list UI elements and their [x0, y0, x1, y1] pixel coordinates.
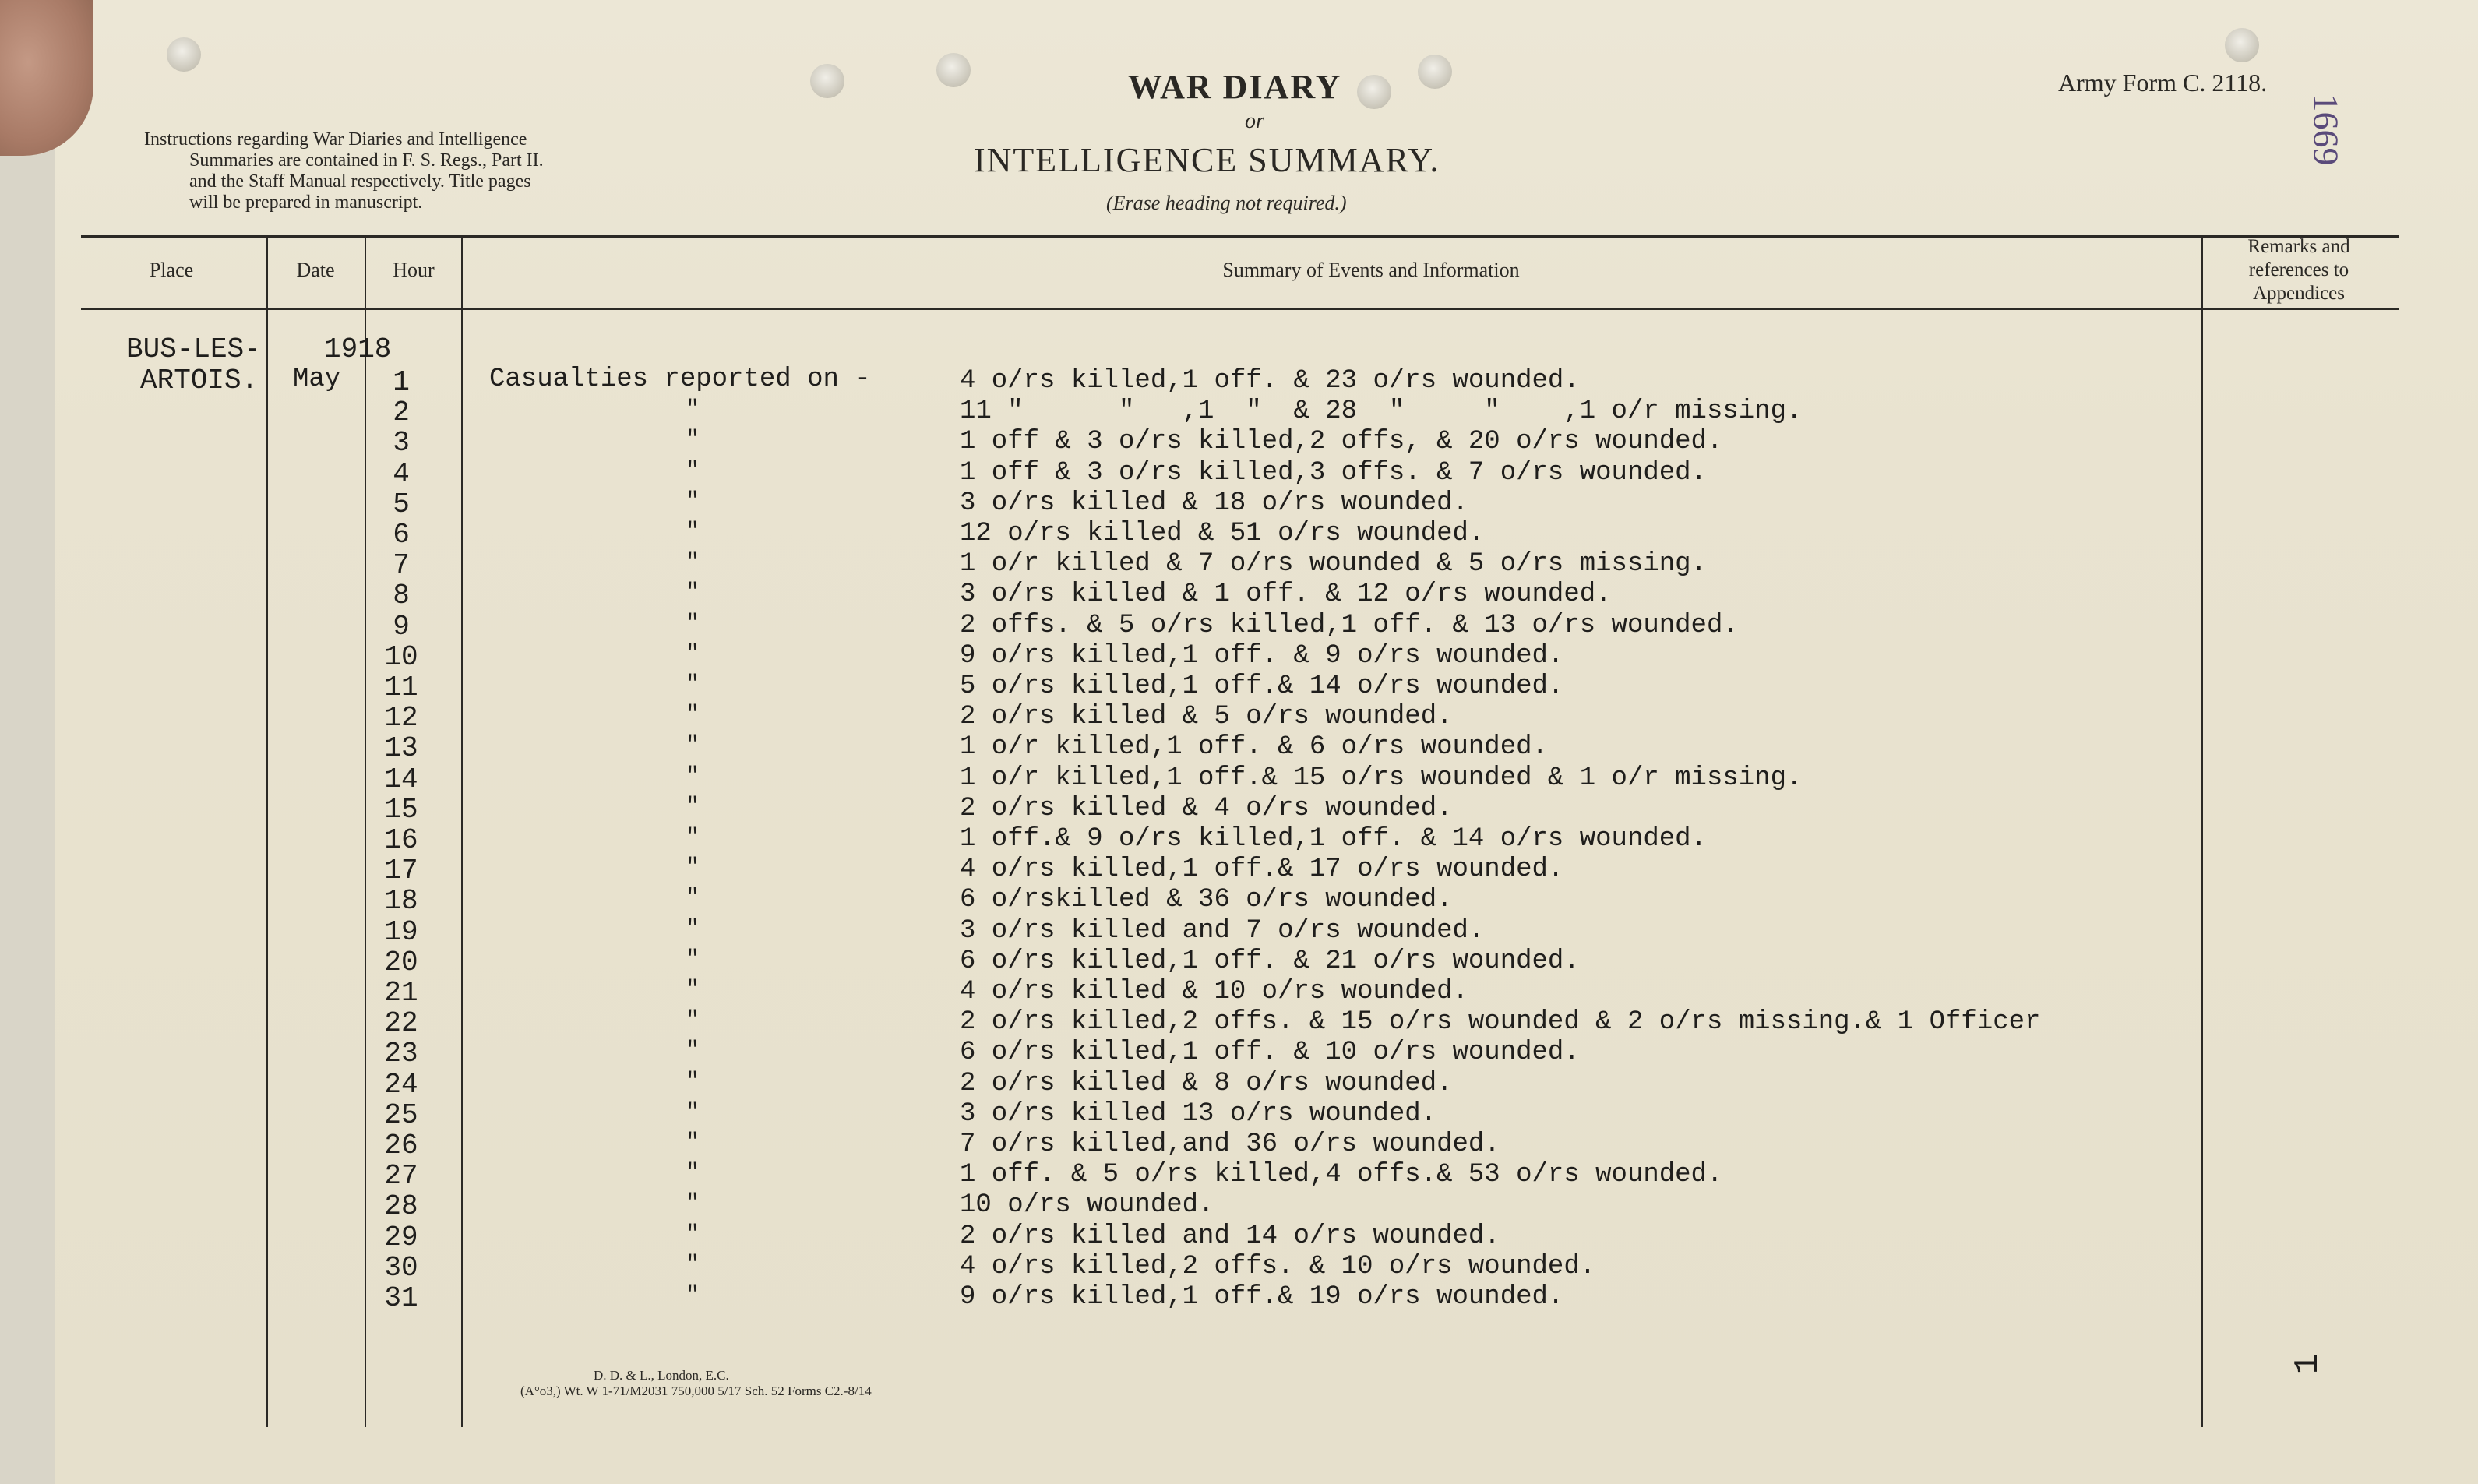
- page-subtitle: INTELLIGENCE SUMMARY.: [974, 141, 1440, 179]
- row-day: 20: [384, 946, 418, 978]
- column-header-remarks: [2209, 235, 2388, 305]
- punch-hole: [936, 53, 971, 87]
- header-bottom-rule: [81, 308, 2399, 310]
- table-row: [0, 427, 2337, 460]
- row-day: 18: [384, 885, 418, 918]
- row-day: 29: [384, 1221, 418, 1253]
- ditto-mark: ": [686, 793, 700, 820]
- form-reference: (A°o3,) Wt. W 1-71/M2031 750,000 5/17 Sch. 52 Forms C2.-8/14: [520, 1384, 872, 1398]
- table-row: [0, 488, 2337, 518]
- row-summary: 4 o/rs killed,2 offs. & 10 o/rs wounded.: [960, 1251, 1596, 1281]
- row-summary: 6 o/rs killed,1 off. & 10 o/rs wounded.: [960, 1038, 1580, 1068]
- page-stamp: 1669: [2306, 93, 2346, 166]
- table-row: [0, 763, 2337, 793]
- row-day: 6: [393, 519, 410, 551]
- table-row: [0, 702, 2337, 735]
- table-row: [0, 793, 2337, 826]
- row-summary: 6 o/rs killed,1 off. & 21 o/rs wounded.: [960, 946, 1580, 976]
- ditto-mark: ": [686, 915, 700, 943]
- ditto-mark: ": [686, 732, 700, 760]
- table-row: [0, 1282, 2337, 1312]
- row-summary: 11 " " ,1 " & 28 " " ,1 o/r missing.: [960, 397, 1803, 427]
- ditto-mark: ": [686, 1221, 700, 1248]
- row-summary: 1 o/r killed,1 off. & 6 o/rs wounded.: [960, 732, 1548, 763]
- row-summary: 2 o/rs killed & 8 o/rs wounded.: [960, 1068, 1453, 1098]
- column-header-place: Place: [149, 259, 194, 281]
- table-row: [0, 916, 2337, 946]
- ditto-mark: ": [686, 1282, 700, 1309]
- entry-year: 1918: [324, 333, 392, 365]
- table-row: [0, 1251, 2337, 1284]
- ditto-mark: ": [686, 397, 700, 424]
- casualties-lead: Casualties reported on -: [489, 365, 871, 394]
- ditto-mark: ": [686, 1038, 700, 1065]
- ditto-mark: ": [686, 977, 700, 1003]
- row-day: 1: [393, 366, 410, 398]
- ditto-mark: ": [686, 549, 700, 576]
- row-day: 25: [384, 1098, 418, 1131]
- row-summary: 2 o/rs killed & 5 o/rs wounded.: [960, 702, 1453, 732]
- row-summary: 3 o/rs killed 13 o/rs wounded.: [960, 1098, 1437, 1129]
- ditto-mark: ": [686, 488, 700, 515]
- row-day: 17: [384, 855, 418, 887]
- row-summary: 1 off & 3 o/rs killed,2 offs, & 20 o/rs wounded.: [960, 427, 1723, 457]
- table-row: [0, 1099, 2337, 1129]
- table-row: [0, 824, 2337, 854]
- row-day: 9: [393, 610, 410, 643]
- ditto-mark: ": [686, 519, 700, 545]
- row-summary: 9 o/rs killed,1 off.& 19 o/rs wounded.: [960, 1282, 1564, 1312]
- army-form-number: Army Form C. 2118.: [2058, 69, 2268, 97]
- punch-hole: [810, 64, 844, 98]
- table-row: [0, 549, 2337, 582]
- table-row: [0, 458, 2337, 488]
- row-day: 15: [384, 793, 418, 826]
- ditto-mark: ": [686, 1098, 700, 1126]
- punch-hole: [2225, 28, 2259, 62]
- row-summary: 6 o/rskilled & 36 o/rs wounded.: [960, 885, 1453, 915]
- ditto-mark: ": [686, 855, 700, 882]
- table-top-rule: [81, 235, 2399, 238]
- column-header-hour: Hour: [393, 259, 435, 281]
- row-day: 31: [384, 1282, 418, 1314]
- row-day: 16: [384, 824, 418, 856]
- table-row: [0, 1160, 2337, 1193]
- printer-imprint: D. D. & L., London, E.C.: [594, 1368, 729, 1383]
- instructions-block: [144, 129, 705, 213]
- row-summary: 2 offs. & 5 o/rs killed,1 off. & 13 o/rs wounded.: [960, 610, 1739, 640]
- row-summary: 9 o/rs killed,1 off. & 9 o/rs wounded.: [960, 640, 1564, 671]
- row-day: 10: [384, 640, 418, 673]
- row-day: 19: [384, 915, 418, 948]
- column-header-summary: Summary of Events and Information: [1222, 259, 1520, 281]
- remarks-line: Remarks and: [2247, 236, 2350, 257]
- table-row: [0, 366, 2337, 396]
- table-row: [0, 946, 2337, 976]
- row-day: 12: [384, 702, 418, 735]
- row-day: 3: [393, 427, 410, 460]
- table-row: [0, 519, 2337, 551]
- table-row: [0, 1221, 2337, 1251]
- row-day: 7: [393, 549, 410, 582]
- table-row: [0, 885, 2337, 918]
- row-summary: 7 o/rs killed,and 36 o/rs wounded.: [960, 1130, 1500, 1159]
- row-summary: 1 off & 3 o/rs killed,3 offs. & 7 o/rs wounded.: [960, 457, 1707, 488]
- ditto-mark: ": [686, 1068, 700, 1095]
- table-row: [0, 732, 2337, 765]
- row-summary: 2 o/rs killed & 4 o/rs wounded.: [960, 793, 1453, 823]
- row-summary: 2 o/rs killed,2 offs. & 15 o/rs wounded & 2 o/rs missing.& 1 Officer: [960, 1007, 2041, 1038]
- column-header-date: Date: [296, 259, 335, 281]
- punch-hole: [1357, 75, 1391, 109]
- ditto-mark: ": [686, 427, 700, 454]
- row-summary: 4 o/rs killed,1 off. & 23 o/rs wounded.: [960, 366, 1580, 396]
- row-summary: 4 o/rs killed & 10 o/rs wounded.: [960, 977, 1468, 1006]
- title-or: or: [1245, 109, 1264, 133]
- row-summary: 1 o/r killed & 7 o/rs wounded & 5 o/rs missing.: [960, 549, 1707, 580]
- row-summary: 10 o/rs wounded.: [960, 1190, 1214, 1221]
- erase-note: (Erase heading not required.): [1106, 192, 1347, 214]
- row-day: 8: [393, 580, 410, 612]
- ditto-mark: ": [686, 1160, 700, 1187]
- ditto-mark: ": [686, 885, 700, 912]
- instructions-line: and the Staff Manual respectively. Title pages: [189, 171, 531, 192]
- row-day: 14: [384, 763, 418, 795]
- row-day: 5: [393, 488, 410, 520]
- ditto-mark: ": [686, 763, 700, 790]
- row-summary: 1 off. & 5 o/rs killed,4 offs.& 53 o/rs wounded.: [960, 1160, 1723, 1190]
- instructions-line: Summaries are contained in F. S. Regs., Part II.: [189, 150, 544, 171]
- ditto-mark: ": [686, 702, 700, 729]
- table-row: [0, 1130, 2337, 1159]
- row-day: 21: [384, 977, 418, 1009]
- table-row: [0, 672, 2337, 701]
- row-summary: 2 o/rs killed and 14 o/rs wounded.: [960, 1221, 1500, 1251]
- row-summary: 3 o/rs killed & 1 off. & 12 o/rs wounded.: [960, 580, 1612, 610]
- row-day: 4: [393, 457, 410, 490]
- page-number: 1: [2289, 1353, 2328, 1375]
- table-row: [0, 1038, 2337, 1070]
- ditto-mark: ": [686, 610, 700, 637]
- ditto-mark: ": [686, 946, 700, 973]
- row-summary: 4 o/rs killed,1 off.& 17 o/rs wounded.: [960, 855, 1564, 885]
- table-row: [0, 397, 2337, 429]
- punch-hole: [167, 37, 201, 72]
- row-summary: 3 o/rs killed & 18 o/rs wounded.: [960, 488, 1468, 518]
- row-summary: 12 o/rs killed & 51 o/rs wounded.: [960, 519, 1485, 548]
- row-day: 26: [384, 1130, 418, 1161]
- table-row: [0, 977, 2337, 1009]
- row-summary: 3 o/rs killed and 7 o/rs wounded.: [960, 915, 1485, 946]
- ditto-mark: ": [686, 457, 700, 485]
- row-day: 28: [384, 1190, 418, 1223]
- row-day: 23: [384, 1038, 418, 1070]
- table-row: [0, 1190, 2337, 1223]
- table-row: [0, 855, 2337, 887]
- row-day: 27: [384, 1160, 418, 1193]
- punch-hole: [1418, 55, 1452, 89]
- row-day: 2: [393, 397, 410, 429]
- ditto-mark: ": [686, 824, 700, 851]
- page-title: WAR DIARY: [1128, 68, 1342, 106]
- row-day: 13: [384, 732, 418, 765]
- ditto-mark: ": [686, 1190, 700, 1218]
- table-row: [0, 610, 2337, 643]
- row-summary: 1 o/r killed,1 off.& 15 o/rs wounded & 1 o/r missing.: [960, 763, 1803, 793]
- row-day: 30: [384, 1251, 418, 1284]
- row-day: 11: [384, 672, 418, 703]
- ditto-mark: ": [686, 1007, 700, 1035]
- table-row: [0, 641, 2337, 671]
- row-day: 24: [384, 1068, 418, 1101]
- entry-month: May: [293, 365, 341, 394]
- diary-rows: [0, 366, 2337, 1324]
- instructions-line: will be prepared in manuscript.: [189, 192, 423, 213]
- ditto-mark: ": [686, 672, 700, 698]
- ditto-mark: ": [686, 1251, 700, 1278]
- remarks-line: references to: [2248, 259, 2349, 280]
- remarks-line: Appendices: [2252, 283, 2346, 304]
- table-row: [0, 1068, 2337, 1101]
- row-summary: 1 off.& 9 o/rs killed,1 off. & 14 o/rs wounded.: [960, 824, 1707, 854]
- row-summary: 5 o/rs killed,1 off.& 14 o/rs wounded.: [960, 672, 1564, 701]
- instructions-line: Instructions regarding War Diaries and Intelligence: [144, 129, 527, 150]
- ditto-mark: ": [686, 640, 700, 668]
- row-day: 22: [384, 1007, 418, 1040]
- place-line: ARTOIS.: [140, 365, 259, 397]
- ditto-mark: ": [686, 580, 700, 607]
- ditto-mark: ": [686, 1130, 700, 1156]
- table-row: [0, 580, 2337, 612]
- place-line: BUS-LES-: [126, 333, 261, 365]
- table-row: [0, 1007, 2337, 1040]
